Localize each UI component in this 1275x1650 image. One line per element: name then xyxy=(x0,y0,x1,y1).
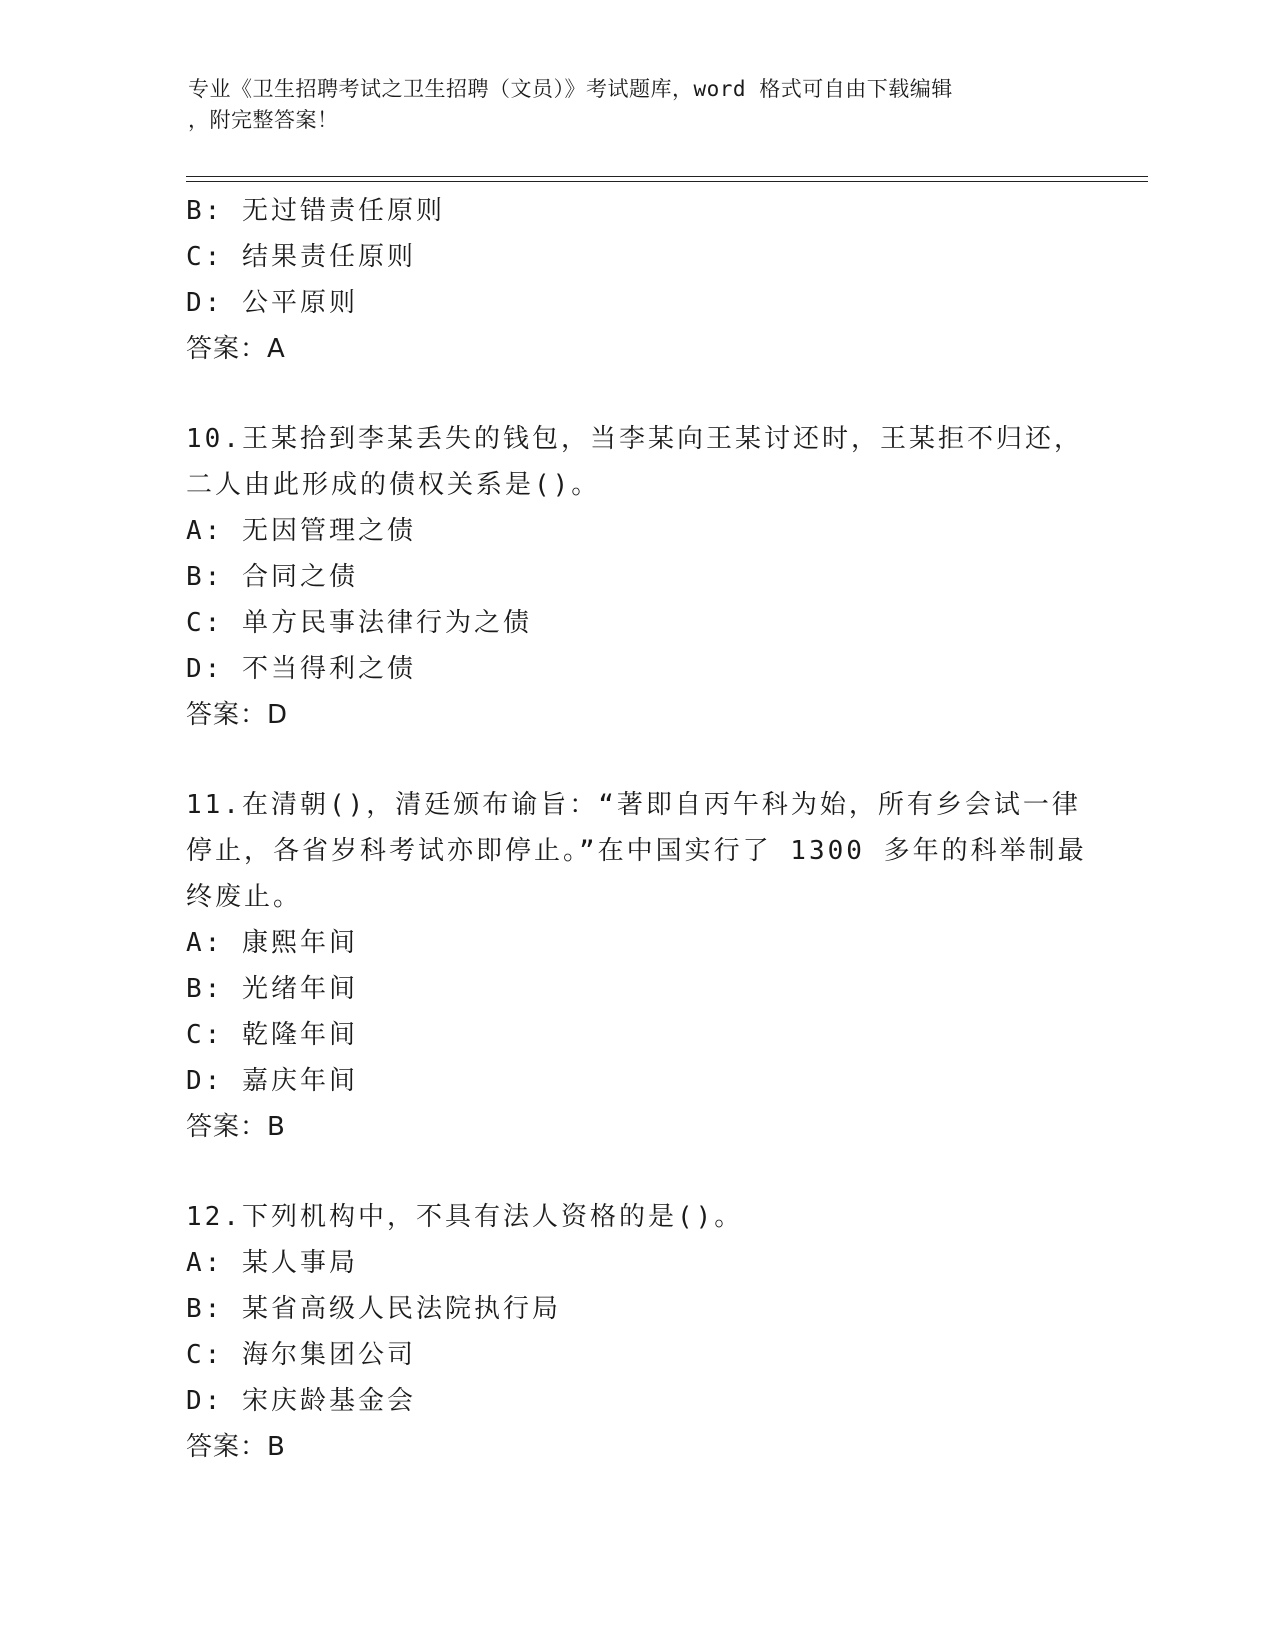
option-c: C: 海尔集团公司 xyxy=(186,1340,416,1370)
option-a: A: 康熙年间 xyxy=(186,928,358,958)
question-text: 11.在清朝()，清廷颁布谕旨：“著即自丙午科为始，所有乡会试一律 xyxy=(186,790,1081,820)
header-divider-bottom xyxy=(186,181,1148,182)
answer: 答案：B xyxy=(186,1432,286,1462)
option-b: B: 无过错责任原则 xyxy=(186,196,445,226)
option-c: C: 单方民事法律行为之债 xyxy=(186,608,532,638)
header-divider-top xyxy=(186,176,1148,177)
question-list xyxy=(186,188,1086,1470)
option-a: A: 无因管理之债 xyxy=(186,516,416,546)
question-text: 停止，各省岁科考试亦即停止。”在中国实行了 1300 多年的科举制最 xyxy=(186,836,1087,866)
option-c: C: 结果责任原则 xyxy=(186,242,416,272)
option-b: B: 某省高级人民法院执行局 xyxy=(186,1294,561,1324)
question-12 xyxy=(186,1194,1086,1470)
answer: 答案：D xyxy=(186,700,289,730)
answer: 答案：A xyxy=(186,334,286,364)
question-text: 终废止。 xyxy=(186,882,303,912)
question-11 xyxy=(186,782,1086,1150)
option-d: D: 不当得利之债 xyxy=(186,654,416,684)
option-d: D: 嘉庆年间 xyxy=(186,1066,358,1096)
page-header: 专业《卫生招聘考试之卫生招聘（文员）》考试题库，word 格式可自由下载编辑 ，附完整答案！ xyxy=(188,77,953,132)
option-b: B: 光绪年间 xyxy=(186,974,358,1004)
question-10 xyxy=(186,416,1086,738)
option-a: A: 某人事局 xyxy=(186,1248,358,1278)
answer: 答案：B xyxy=(186,1112,286,1142)
question-text: 二人由此形成的债权关系是()。 xyxy=(186,470,601,500)
question-9-continued xyxy=(186,188,1086,372)
option-b: B: 合同之债 xyxy=(186,562,358,592)
option-c: C: 乾隆年间 xyxy=(186,1020,358,1050)
question-text: 12.下列机构中，不具有法人资格的是()。 xyxy=(186,1202,744,1232)
question-text: 10.王某拾到李某丢失的钱包，当李某向王某讨还时，王某拒不归还， xyxy=(186,424,1083,454)
option-d: D: 宋庆龄基金会 xyxy=(186,1386,416,1416)
option-d: D: 公平原则 xyxy=(186,288,358,318)
